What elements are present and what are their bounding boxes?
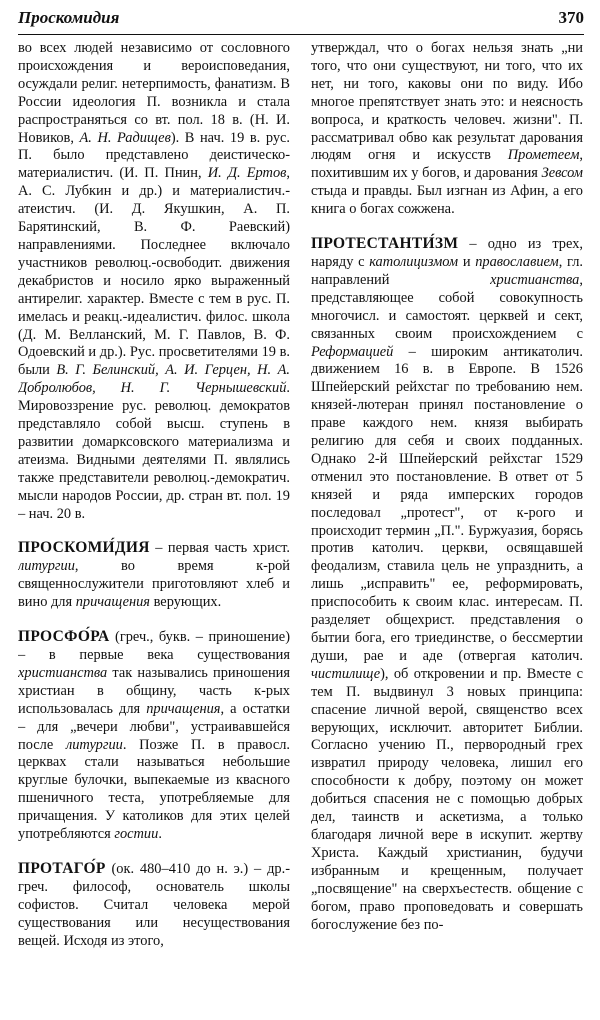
- running-head: Проскомидия: [18, 8, 120, 27]
- entry-protagor: ПРОТАГО́Р (ок. 480–410 до н. э.) – др.-греч. философ, основатель школы софистов. Считал человека мерой существования или несуществования вещей. Исходя из этого,: [18, 859, 290, 949]
- right-column: [311, 40, 583, 1015]
- entry-protestantism: ПРОТЕСТАНТИ́ЗМ – одно из трех, наряду с католицизмом и православием, гл. направлений христианства, представляющее собой совокупность многочисл. и самостоят. церквей и сект, связанных своим происхождением с Реформацией – широким антикатолич. движением 16 в. в Европе. В 1526 Шпейерский рейхстаг по требованию нем. князей-лютеран принял постановление о праве каждого нем. князя выбирать религию для себя и своих подданных. Однако 2-й Шпейерский рейхстаг 1529 отменил это постановление. В ответ от 5 князей и ряда имперских городов последовал „протест", от к-рого и происходит термин „П.". Буржуазия, борясь против католич. церкви, освящавшей феодализм, ставила цель не упразднить, а лишь „исправить" ее, реформировать, приспособить к своим клас. интересам. П. разделяет общехрист. представления о бытии бога, его триединстве, о бессмертии души, рае и аде (отвергая католич. чистилище), об откровении и пр. Вместе с тем П. выдвинул 3 новых принципа: спасение личной верой, священство всех верующих, исключит. авторитет Библии. Согласно учению П., первородный грех извратил природу человека, лишил его способности к добру, поэтому он может добиться спасения не с помощью добрых дел, таинств и аскетизма, а только благодаря личной вере в искупит. жертву Христа. Каждый христианин, будучи избранным и крещенным, получает „посвящение" на сверхъестеств. общение с богом, право проповедовать и совершать богослужение без по-: [311, 235, 583, 933]
- headword-protagor: ПРОТАГО́Р: [18, 859, 106, 877]
- headword-proskomidia: ПРОСКОМИ́ДИЯ: [18, 539, 150, 557]
- entry-proskomidia: ПРОСКОМИ́ДИЯ – первая часть христ. литургии, во время к-рой священнослужители приготовляют хлеб и вино для причащения верующих.: [18, 539, 290, 611]
- entry-enlightenment-continuation: во всех людей независимо от сословного происхождения и вероисповедания, осуждали религ. нетерпимость, фанатизм. В России идеология П. возникла и стала распространяться со вт. пол. 18 в. (Н. И. Новиков, А. Н. Радищев). В нач. 19 в. рус. П. было представлено деистическо-материалистич. (И. П. Пнин, И. Д. Ертов, А. С. Лубкин и др.) и материалистич.-атеистич. (И. Д. Якушкин, А. П. Барятинский, В. Ф. Раевский) направлениями. Последнее включало участников революц.-освободит. движения декабристов и носило ярко выраженный антирелиг. характер. Вместе с тем в рус. П. имелась и реакц.-идеалистич. филос. школа (Д. М. Велланский, М. Г. Павлов, В. Ф. Одоевский и др.). Рус. просветителями 19 в. были В. Г. Белинский, А. И. Герцен, Н. А. Добролюбов, Н. Г. Чернышевский. Мировоззрение рус. революц. демократов представляло собой высш. ступень в развитии домарксовского материализма и атеизма. Видными деятелями П. являлись также представители революц.-демократич. мысли народов России, др. стран вт. пол. 19 – нач. 20 в.: [18, 40, 290, 522]
- entry-prosfora: ПРОСФО́РА (греч., букв. – приношение) – в первые века существования христианства так назывались приношения христиан в общину, часть к-рых использовалась для причащения, а остатки – для „вечери любви", устраивавшейся после литургии. Позже П. в правосл. церквах стали называться небольшие круглые булочки, выпекаемые из квасного пшеничного теста, употребляемые для причащения. У католиков для этих целей употребляются гостии.: [18, 628, 290, 843]
- left-column: [18, 40, 290, 1015]
- page-number: 370: [558, 8, 584, 27]
- headword-prosfora: ПРОСФО́РА: [18, 628, 110, 646]
- entry-protagor-continuation: утверждал, что о богах нельзя знать „ни того, что они существуют, ни того, что их нет, ни того, каковы они по виду. Ибо многое препятствует знать это: и неясность вопроса, и краткость человеч. жизни". П. рассматривал обво как результат дарования людям огня и искусств Прометеем, похитившим их у богов, и дарования Зевсом стыда и правды. Был изгнан из Афин, а его книга о богах сожжена.: [311, 40, 583, 218]
- headword-protestantism: ПРОТЕСТАНТИ́ЗМ: [311, 235, 459, 253]
- page-header: [18, 6, 584, 35]
